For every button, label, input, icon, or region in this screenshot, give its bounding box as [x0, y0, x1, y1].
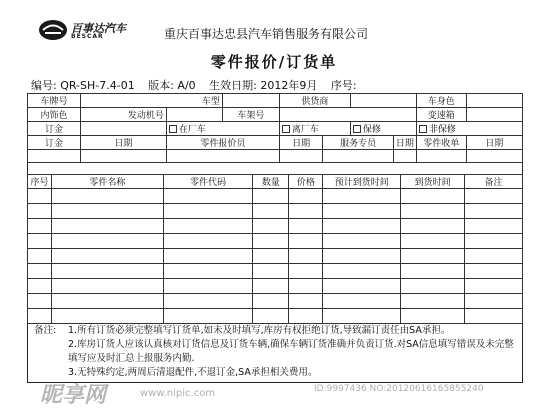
table-cell[interactable]: [323, 249, 401, 264]
interior-color-label: 内饰色: [28, 108, 81, 122]
table-cell[interactable]: [28, 264, 52, 279]
table-cell[interactable]: [401, 264, 465, 279]
table-cell[interactable]: [253, 234, 289, 249]
signature-field[interactable]: [323, 150, 394, 163]
table-cell[interactable]: [401, 204, 465, 219]
table-cell[interactable]: [28, 204, 52, 219]
table-cell[interactable]: [51, 294, 163, 309]
service-specialist-label: 服务专员: [323, 136, 394, 150]
model-label: 车型: [81, 94, 223, 108]
table-cell[interactable]: [323, 204, 401, 219]
table-cell[interactable]: [28, 309, 52, 324]
signature-field[interactable]: [166, 150, 279, 163]
checkbox-icon: [282, 125, 290, 133]
bescar-logo: [38, 18, 134, 44]
supplier-field[interactable]: [350, 94, 416, 108]
table-cell[interactable]: [465, 189, 523, 204]
table-cell[interactable]: [323, 264, 401, 279]
table-row: [28, 189, 523, 204]
signature-field[interactable]: [28, 150, 81, 163]
body-color-label: 车身色: [416, 94, 466, 108]
table-cell[interactable]: [253, 294, 289, 309]
table-cell[interactable]: [163, 279, 253, 294]
date-label-3: 日期: [393, 136, 416, 150]
table-cell[interactable]: [289, 279, 323, 294]
notes-label: 备注:: [34, 325, 57, 336]
table-cell[interactable]: [323, 219, 401, 234]
left-factory-option[interactable]: [279, 122, 350, 136]
form-code: 编号: QR-SH-7.4-01: [31, 79, 135, 92]
table-cell[interactable]: [51, 204, 163, 219]
table-cell[interactable]: [323, 294, 401, 309]
col-quantity: 数量: [253, 175, 289, 189]
table-cell[interactable]: [253, 264, 289, 279]
table-cell[interactable]: [289, 219, 323, 234]
vin-field[interactable]: [279, 108, 416, 122]
table-row: [28, 234, 523, 249]
table-cell[interactable]: [289, 204, 323, 219]
in-factory-option[interactable]: [166, 122, 279, 136]
watermark-brand: 昵享网: [40, 383, 107, 408]
non-warranty-option[interactable]: [416, 122, 522, 136]
table-cell[interactable]: [401, 189, 465, 204]
logo-english-name: BESCAR: [71, 33, 104, 40]
signature-field[interactable]: [416, 150, 466, 163]
header-row-4: [28, 136, 523, 150]
in-factory-label: 在厂车: [178, 125, 206, 135]
parts-table-header: [28, 175, 523, 189]
parts-table: [27, 174, 523, 324]
header-row-5: [28, 150, 523, 163]
signature-field[interactable]: [466, 150, 523, 163]
checkbox-icon: [169, 125, 177, 133]
vehicle-info-table: [27, 93, 523, 163]
table-cell[interactable]: [465, 249, 523, 264]
vin-label: 车架号: [222, 108, 279, 122]
form-title: 零件报价/订货单: [210, 53, 338, 71]
table-cell[interactable]: [51, 309, 163, 324]
signature-field[interactable]: [279, 150, 322, 163]
table-row: [28, 264, 523, 279]
table-cell[interactable]: [253, 279, 289, 294]
plate-label: 车牌号: [28, 94, 81, 108]
checkbox-icon: [353, 125, 361, 133]
table-cell[interactable]: [163, 189, 253, 204]
table-cell[interactable]: [323, 309, 401, 324]
table-cell[interactable]: [28, 234, 52, 249]
table-cell[interactable]: [51, 279, 163, 294]
table-cell[interactable]: [465, 234, 523, 249]
watermark-site: www.nipic.com: [140, 388, 216, 399]
table-cell[interactable]: [323, 234, 401, 249]
table-cell[interactable]: [253, 204, 289, 219]
table-row: [28, 294, 523, 309]
col-part-code: 零件代码: [163, 175, 253, 189]
note-line-3: 3.无特殊约定,两周后清退配件,不退订金,SA承担相关费用。: [68, 367, 318, 378]
table-cell[interactable]: [401, 249, 465, 264]
table-cell[interactable]: [465, 279, 523, 294]
engine-number-label: 发动机号: [81, 108, 167, 122]
table-cell[interactable]: [289, 249, 323, 264]
table-cell[interactable]: [465, 204, 523, 219]
table-cell[interactable]: [28, 219, 52, 234]
table-row: [28, 219, 523, 234]
col-arrival-time: 到货时间: [401, 175, 465, 189]
table-cell[interactable]: [51, 189, 163, 204]
date-label-1: 日期: [81, 136, 167, 150]
deposit-label-2: 订金: [28, 136, 81, 150]
table-cell[interactable]: [28, 294, 52, 309]
table-cell[interactable]: [163, 234, 253, 249]
logo-chinese-name: 百事达汽车: [71, 22, 126, 35]
signature-field[interactable]: [81, 150, 167, 163]
table-cell[interactable]: [253, 219, 289, 234]
table-cell[interactable]: [289, 264, 323, 279]
gearbox-field[interactable]: [466, 108, 523, 122]
table-cell[interactable]: [28, 249, 52, 264]
warranty-label: 保修: [362, 125, 381, 135]
table-cell[interactable]: [51, 234, 163, 249]
warranty-option[interactable]: [350, 122, 416, 136]
table-cell[interactable]: [401, 279, 465, 294]
non-warranty-label: 非保修: [428, 125, 456, 135]
col-part-name: 零件名称: [51, 175, 163, 189]
table-cell[interactable]: [401, 309, 465, 324]
col-price: 价格: [289, 175, 323, 189]
note-line-1: 1.所有订货必须完整填写订货单,如未及时填写,库房有权拒绝订货,导致漏订责任由SA承担。: [68, 325, 451, 336]
date-label-4: 日期: [466, 136, 523, 150]
left-factory-label: 离厂车: [291, 125, 319, 135]
note-line-2: 2.库房订货人应该认真核对订货信息及订货车辆,确保车辆订货准确并负责订货.对SA信息填写错误及未完整填写应及时汇总上报服务内勤.: [68, 339, 514, 364]
effective-date: 生效日期: 2012年9月: [209, 79, 318, 92]
header-row-3: [28, 122, 523, 136]
col-index: 序号: [28, 175, 52, 189]
table-cell[interactable]: [51, 249, 163, 264]
table-cell[interactable]: [465, 294, 523, 309]
header-row-2: [28, 108, 523, 122]
bescar-emblem-icon: [38, 18, 68, 42]
table-cell[interactable]: [163, 309, 253, 324]
table-cell[interactable]: [253, 249, 289, 264]
table-cell[interactable]: [163, 264, 253, 279]
table-cell[interactable]: [163, 204, 253, 219]
signature-field[interactable]: [393, 150, 416, 163]
supplier-label: 供货商: [279, 94, 350, 108]
table-cell[interactable]: [51, 264, 163, 279]
body-color-field[interactable]: [466, 94, 523, 108]
table-cell[interactable]: [323, 189, 401, 204]
table-cell[interactable]: [163, 249, 253, 264]
table-cell[interactable]: [28, 189, 52, 204]
deposit-field[interactable]: [81, 122, 167, 136]
gearbox-label: 变速箱: [416, 108, 466, 122]
table-cell[interactable]: [401, 294, 465, 309]
table-cell[interactable]: [465, 219, 523, 234]
table-cell[interactable]: [401, 234, 465, 249]
engine-number-field[interactable]: [166, 108, 222, 122]
date-label-2: 日期: [279, 136, 322, 150]
table-cell[interactable]: [51, 219, 163, 234]
table-cell[interactable]: [289, 234, 323, 249]
table-cell[interactable]: [28, 279, 52, 294]
table-cell[interactable]: [465, 309, 523, 324]
serial-number-label: 序号:: [330, 79, 357, 92]
table-row: [28, 309, 523, 324]
table-cell[interactable]: [163, 294, 253, 309]
checkbox-icon: [419, 125, 427, 133]
table-cell[interactable]: [289, 309, 323, 324]
table-cell[interactable]: [401, 219, 465, 234]
table-cell[interactable]: [289, 189, 323, 204]
table-cell[interactable]: [253, 189, 289, 204]
model-field[interactable]: [222, 94, 279, 108]
table-row: [28, 279, 523, 294]
col-expected-arrival: 预计到货时间: [323, 175, 401, 189]
col-remarks: 备注: [465, 175, 523, 189]
parts-receiver-label: 零件收单: [416, 136, 466, 150]
table-cell[interactable]: [163, 219, 253, 234]
watermark: [0, 370, 548, 408]
form-meta: [31, 77, 367, 93]
parts-quoter-label: 零件报价员: [166, 136, 279, 150]
header-row-1: [28, 94, 523, 108]
table-row: [28, 249, 523, 264]
table-cell[interactable]: [289, 294, 323, 309]
table-row: [28, 204, 523, 219]
form-version: 版本: A/0: [148, 79, 196, 92]
table-cell[interactable]: [465, 264, 523, 279]
watermark-id: ID:9997436 NO:20120616165855240: [314, 384, 484, 394]
table-cell[interactable]: [253, 309, 289, 324]
deposit-label: 订金: [28, 122, 81, 136]
company-name: 重庆百事达忠县汽车销售服务有限公司: [164, 27, 369, 41]
table-cell[interactable]: [323, 279, 401, 294]
